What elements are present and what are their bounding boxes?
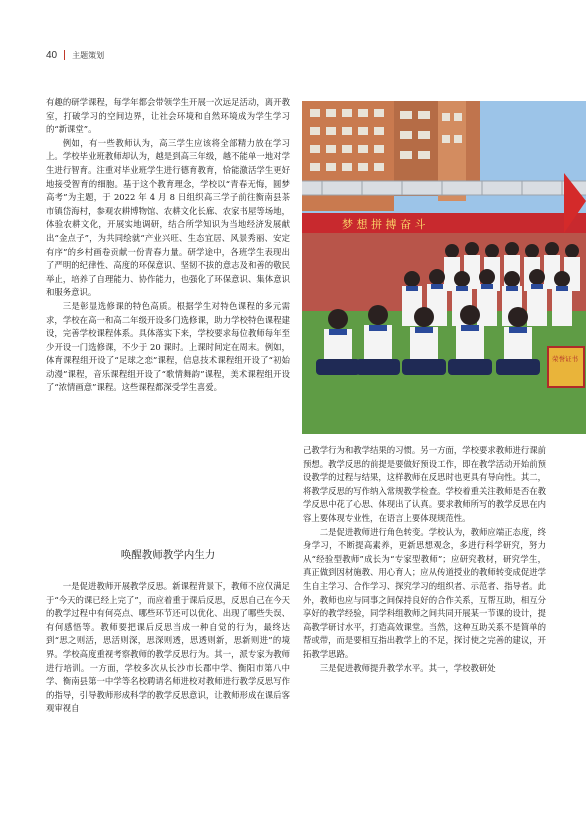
left-column-text <box>46 96 290 395</box>
photo-illustration <box>302 101 586 434</box>
paragraph: 三是促进教师提升教学水平。其一，学校教研处 <box>319 662 496 673</box>
page-number: 40 <box>46 49 58 61</box>
header-divider <box>64 50 65 60</box>
banner-text: 梦 想 拼 搏 奋 斗 <box>342 218 426 231</box>
page-header <box>46 48 104 62</box>
section-name: 主题策划 <box>72 50 105 60</box>
certificate-text: 荣誉证书 <box>552 355 578 363</box>
paragraph: 例如，有一些教师认为，高三学生应该将全部精力放在学习上。学校毕业班教师却认为，越是到高三年级，越不能单一地对学生进行智育。注重对毕业班学生进行德育教育，恰能激活学生更好地接受智育的细胞。基于这个教育理念，学校以“青春无悔，圆梦高考”为主题，于 2022 年 4 月 8 日组织高三学子前往衡南县茶市镇岱海村，参观农耕博物馆、农耕文化长廊、农家书屋等场地，体验农耕文化，开展实地调研，结合所学知识为当地经济发展献出“金点子”，为共同绘就“产业兴旺、生态宜居、风景秀丽、安定有序”的乡村画卷贡献一份青春力量。研学途中，各班学生表现出了严明的纪律性、高度的环保意识、坚韧不拔的意志及和善的敬民举止，培养了自理能力、协作能力，也强化了环保意识、集体意识和服务意识。 <box>46 137 290 298</box>
paragraph: 三是彰显选修课的特色高质。根据学生对特色课程的多元需求，学校在高一和高二年级开设多门选修课，助力学校特色课程建设，完善学校课程体系。具体落实下来，学校要求每位教师每年至少开设一门选修课，不少于 20 课时。上课时间定在周末。例如，体育课程组开设了“足球之恋”课程，信息技术课程组开设了“初始动漫”课程，音乐课程组开设了“歌情舞韵”课程，美术课程组开设了“浓情画意”课程。这些课程都深受学生喜爱。 <box>46 300 290 393</box>
left-column-bottom-text <box>46 580 290 716</box>
section-heading: 唤醒教师教学内生力 <box>120 549 216 561</box>
students-group-photo <box>302 101 586 434</box>
paragraph: 己教学行为和教学结果的习惯。另一方面，学校要求教师进行课前预想。教学反思的前提是要做好预设工作，即在教学活动开始前预设教学的过程与结果，这样教师在反思时也更具有导向性。其二，将教学反思的写作纳入常规教学检查。学校着重关注教师是否在教学反思中花了心思、体现出了认真。要求教师所写的教学反思在内容上要体现专业性，在语言上要体现规范性。 <box>303 445 546 523</box>
paragraph: 二是促进教师进行角色转变。学校认为，教师应端正态度，终身学习，不断提高素养，更新思想观念，多进行科学研究，努力从“经验型教师”成长为“专家型教师”；应研究教材，研究学生，真正做到因材施教、用心育人；应从传道授业的教师转变成促进学生自主学习、合作学习、探究学习的组织者、示范者、指导者。此外，教师也应与同事之间保持良好的合作关系，互帮互助，相互分享好的教学经验，同学科组教师之间共同开展某一节课的设计，提高教学研讨水平，打造高效课堂。当然，这种互助关系不是简单的帮或带，而是要相互指出教学上的不足，探讨使之完善的建议，开拓教学思路。 <box>303 526 546 659</box>
paragraph: 有趣的研学课程，每学年都会带领学生开展一次远足活动，离开教室，打破学习的空间边界，让社会环境和自然环境成为学生学习的“新课堂”。 <box>46 97 290 135</box>
right-column-text <box>303 444 546 675</box>
paragraph: 一是促进教师开展教学反思。新课程背景下，教师不应仅满足于“今天的课已经上完了”，而应着重于课后反思，反思自己在今天的教学过程中有何亮点、哪些环节还可以优化、出现了哪些失误、有何感悟等。教师要把课后反思当成一种自觉的行为，最终达到“思之则活，思活则深，思深则透，思透则新，思新则进”的境界。学校高度重视考察教师的教学反思行为。其一，派专家为教师进行培训。一方面，学校多次从长沙市长郡中学、衡阳市第八中学、衡南县第一中学等名校聘请名师进校对教师进行教学反思写作的指导，引导教师形成科学的教学反思意识，让教师形成在课后客观审视自 <box>46 581 290 714</box>
